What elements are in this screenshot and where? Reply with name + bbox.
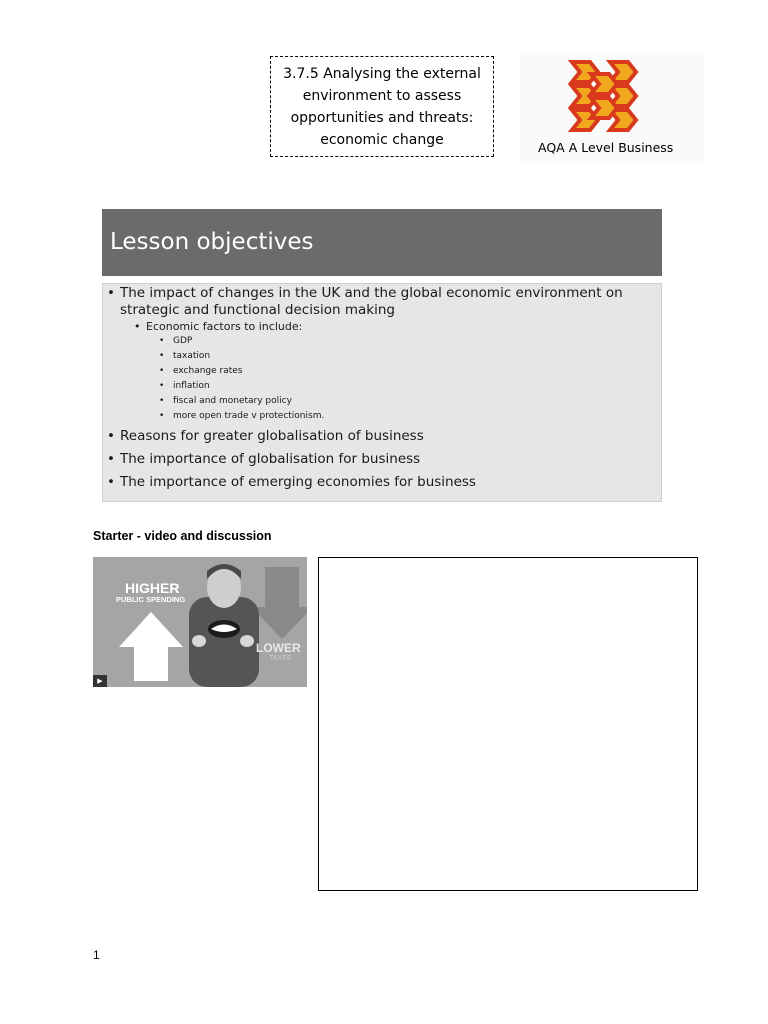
down-arrow-icon <box>251 567 307 639</box>
video-artwork <box>93 557 307 687</box>
discussion-notes-box[interactable] <box>318 557 698 891</box>
page-number: 1 <box>93 948 100 962</box>
factor-item: • GDP <box>107 334 653 349</box>
factors-heading: • Economic factors to include: <box>107 319 653 334</box>
objective-item: • Reasons for greater globalisation of business <box>107 428 653 445</box>
objective-item: • The impact of changes in the UK and the global economic environment on strategic and functional decision making <box>107 285 653 319</box>
video-right-title: LOWER <box>256 641 301 655</box>
aqa-chevron-logo-icon <box>564 58 656 138</box>
objective-item: • The importance of globalisation for business <box>107 451 653 468</box>
objective-item: • The importance of emerging economies for business <box>107 474 653 491</box>
factor-item: • exchange rates <box>107 364 653 379</box>
play-icon[interactable]: ▶ <box>93 675 107 687</box>
section-title-box <box>270 56 494 157</box>
up-arrow-icon <box>119 612 183 681</box>
video-subtitle: PUBLIC SPENDING <box>116 595 186 604</box>
slide-body <box>102 283 662 502</box>
logo-caption: AQA A Level Business <box>538 140 674 155</box>
aqa-logo <box>520 52 704 164</box>
video-right-subtitle: TAXES <box>269 655 292 662</box>
factor-item: • more open trade v protectionism. <box>107 409 653 424</box>
factor-item: • inflation <box>107 379 653 394</box>
factor-item: • fiscal and monetary policy <box>107 394 653 409</box>
section-title-line: economic change <box>320 131 444 148</box>
presenter-hand <box>240 635 254 647</box>
presenter-hand <box>192 635 206 647</box>
section-title-line: 3.7.5 Analysing the external <box>283 65 481 82</box>
starter-heading: Starter - video and discussion <box>93 529 272 543</box>
lesson-objectives-slide <box>102 209 662 502</box>
slide-heading: Lesson objectives <box>102 209 662 276</box>
factor-item: • taxation <box>107 349 653 364</box>
video-title: HIGHER <box>125 580 180 596</box>
video-thumbnail[interactable] <box>93 557 307 687</box>
section-title-line: environment to assess <box>302 87 462 104</box>
section-title-line: opportunities and threats: <box>290 109 474 126</box>
